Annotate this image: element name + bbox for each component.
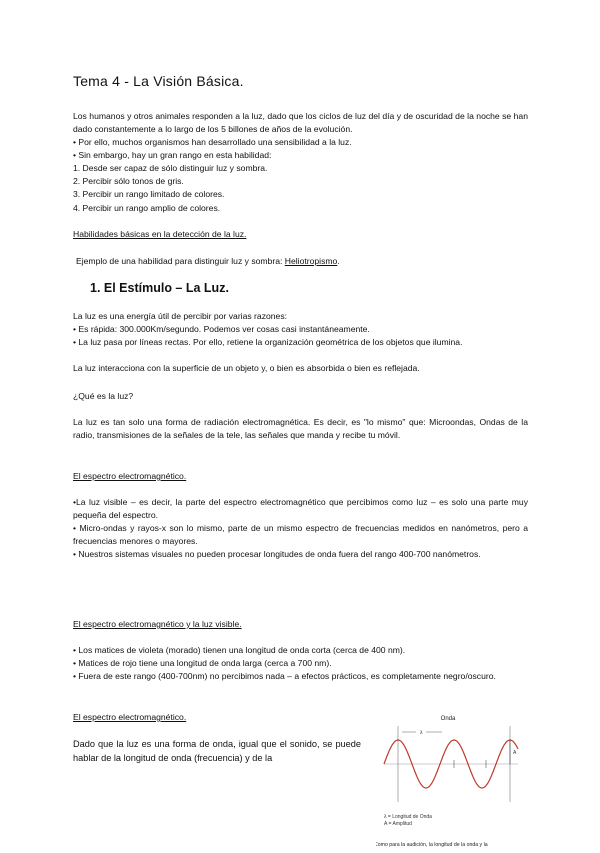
espectro-visible-heading: El espectro electromagnético y la luz visible. (73, 619, 242, 629)
intro-list-item-4: 4. Percibir un rango amplio de colores. (73, 203, 221, 213)
intro-bullet-2: • Sin embargo, hay un gran rango en esta habilidad: (73, 150, 272, 160)
wave-figure (376, 712, 526, 848)
habilidades-heading: Habilidades básicas en la detección de la luz. (73, 229, 247, 239)
intro-list-item-1: 1. Desde ser capaz de sólo distinguir luz y sombra. (73, 163, 268, 173)
heliotropismo-link[interactable]: Heliotropismo (284, 256, 338, 266)
section-1-paragraph: La luz interacciona con la superficie de un objeto y, o bien es absorbida o bien es reflejada. (73, 363, 420, 373)
wave-caption: Como para la audición, la longitud de la onda y la (376, 842, 488, 848)
example-text: Ejemplo de una habilidad para distinguir luz y sombra: (76, 256, 285, 266)
habilidades-example (76, 255, 531, 268)
espectro-bullet-2: • Micro-ondas y rayos-x son lo mismo, parte de un mismo espectro de frecuencias medidos en nanómetros, pero a frecuencias menores o mayores. (73, 523, 528, 546)
espectro-visible-bullet-1: • Los matices de violeta (morado) tienen una longitud de onda corta (cerca de 400 nm). (73, 645, 406, 655)
espectro-2-paragraph: Dado que la luz es una forma de onda, igual que el sonido, se puede hablar de la longitud de onda (frecuencia) y de la (73, 739, 361, 763)
espectro-bullet-3: • Nuestros sistemas visuales no pueden procesar longitudes de onda fuera del rango 400-700 nanómetros. (73, 549, 481, 559)
wave-legend-2: A = Amplitud (384, 821, 412, 827)
espectro-heading: El espectro electromagnético. (73, 471, 187, 481)
intro-bullet-1: • Por ello, muchos organismos han desarrollado una sensibilidad a la luz. (73, 137, 352, 147)
section-1-question: ¿Qué es la luz? (73, 391, 134, 401)
example-suffix: . (337, 256, 340, 266)
espectro-visible-bullet-2: • Matices de rojo tiene una longitud de onda larga (cerca a 700 nm). (73, 658, 332, 668)
svg-text:A: A (513, 750, 517, 756)
section-1-heading: 1. El Estímulo – La Luz. (90, 281, 229, 295)
wave-diagram (376, 712, 526, 848)
svg-text:λ: λ (420, 730, 423, 736)
wave-legend-1: λ = Longitud de Onda (384, 814, 432, 820)
page-title: Tema 4 - La Visión Básica. (73, 73, 244, 89)
section-1-answer: La luz es tan solo una forma de radiación electromagnética. Es decir, es "lo mismo" que: Microondas, Ondas de la radio, transmisiones de la señales de la tele, las señales que manda y recibe tu móvil. (73, 417, 528, 440)
section-1-bullet-1: • Es rápida: 300.000Km/segundo. Podemos ver cosas casi instantáneamente. (73, 324, 370, 334)
intro-paragraph: Los humanos y otros animales responden a la luz, dado que los ciclos de luz del día y de oscuridad de la noche se han dado constantemente a lo largo de los 5 billones de años de la evolución. (73, 111, 528, 134)
wave-figure-title: Onda (440, 716, 456, 722)
section-1-bullet-2: • La luz pasa por líneas rectas. Por ello, retiene la organización geométrica de los objetos que ilumina. (73, 337, 463, 347)
espectro-bullet-1: •La luz visible – es decir, la parte del espectro electromagnético que percibimos como luz – es solo una parte muy pequeña del espectro. (73, 497, 528, 520)
section-1-intro: La luz es una energía útil de percibir por varias razones: (73, 311, 288, 321)
espectro-2-heading: El espectro electromagnético. (73, 712, 187, 722)
intro-list-item-3: 3. Percibir un rango limitado de colores. (73, 189, 225, 199)
espectro-visible-bullet-3: • Fuera de este rango (400-700nm) no percibimos nada – a efectos prácticos, es completamente negro/oscuro. (73, 671, 496, 681)
intro-list-item-2: 2. Percibir sólo tonos de gris. (73, 176, 184, 186)
